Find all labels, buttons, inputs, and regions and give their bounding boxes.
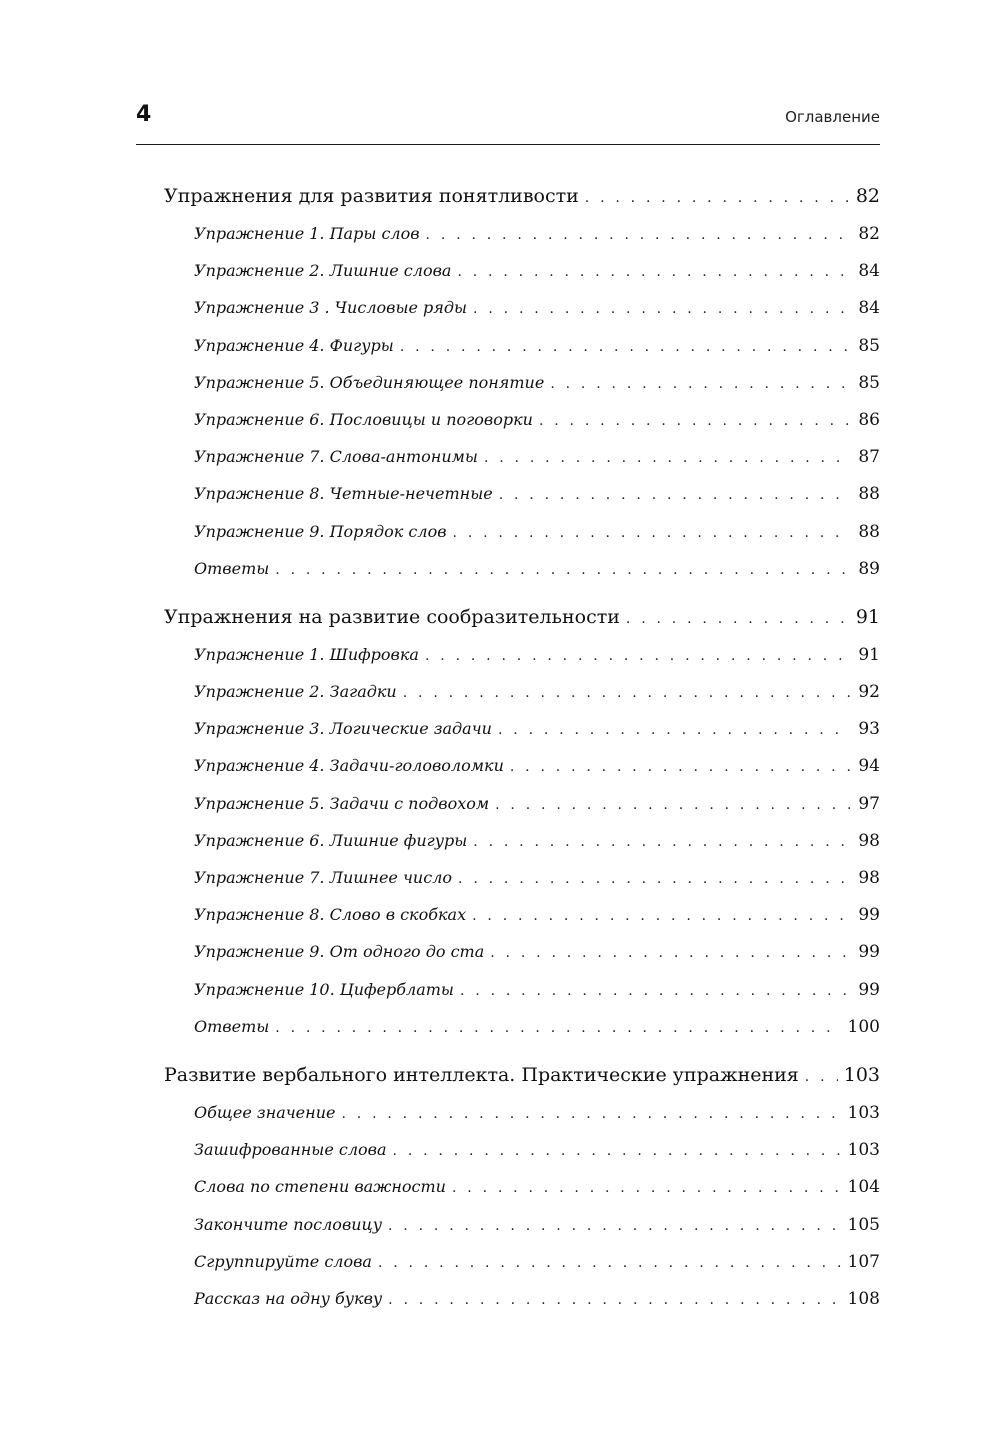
toc-entry-title: Рассказ на одну букву — [194, 1288, 383, 1308]
toc-entry — [164, 971, 880, 1008]
dot-leader — [472, 898, 850, 935]
toc-entry-title: Упражнение 4. Фигуры — [194, 335, 394, 355]
toc-entry-title: Сгруппируйте слова — [194, 1251, 372, 1271]
dot-leader — [495, 787, 850, 824]
toc-entry — [164, 1206, 880, 1243]
toc-entry — [164, 401, 880, 438]
toc-entry-title: Упражнение 9. Порядок слов — [194, 521, 447, 541]
dot-leader — [473, 824, 850, 861]
toc-entry — [164, 636, 880, 673]
toc-entry — [164, 1094, 880, 1131]
toc-page-number: 107 — [847, 1251, 880, 1272]
toc-entry-title: Упражнение 9. От одного до ста — [194, 942, 485, 962]
toc-entry-title: Общее значение — [194, 1102, 336, 1122]
dot-leader — [426, 217, 850, 254]
dot-leader — [378, 1245, 842, 1282]
toc-entry — [164, 747, 880, 784]
table-of-contents — [164, 177, 880, 1328]
toc-entry-title: Упражнения для развития понятливости — [164, 185, 579, 207]
toc-page-number: 88 — [858, 484, 880, 505]
dot-leader — [484, 440, 850, 477]
toc-page-number: 93 — [858, 719, 880, 740]
dot-leader — [626, 600, 850, 638]
toc-page-number: 88 — [858, 521, 880, 542]
dot-leader — [403, 675, 850, 712]
dot-leader — [585, 179, 850, 217]
toc-page-number: 91 — [858, 644, 880, 665]
dot-leader — [425, 638, 850, 675]
toc-page-number: 87 — [858, 447, 880, 468]
toc-entry — [164, 475, 880, 512]
dot-leader — [457, 254, 850, 291]
dot-leader — [453, 515, 850, 552]
toc-page-number: 86 — [858, 409, 880, 430]
toc-entry — [164, 289, 880, 326]
toc-page-number: 103 — [847, 1140, 880, 1161]
toc-entry-title: Упражнение 3 . Числовые ряды — [194, 298, 468, 318]
dot-leader — [490, 935, 850, 972]
toc-section — [164, 177, 880, 587]
toc-entry — [164, 933, 880, 970]
toc-entry — [164, 785, 880, 822]
toc-entry-title: Слова по степени важности — [194, 1177, 446, 1197]
toc-entry-title: Упражнение 7. Слова-антонимы — [194, 447, 478, 467]
toc-page-number: 105 — [847, 1214, 880, 1235]
toc-entry-title: Упражнение 1. Пары слов — [194, 224, 420, 243]
toc-page-number: 99 — [858, 942, 880, 963]
toc-page-number: 99 — [858, 979, 880, 1000]
toc-entry-title: Развитие вербального интеллекта. Практические упражнения — [164, 1063, 799, 1086]
toc-entry — [164, 550, 880, 587]
toc-section — [164, 1056, 880, 1317]
toc-entry — [164, 1168, 880, 1205]
dot-leader — [473, 291, 850, 328]
toc-entry — [164, 215, 880, 252]
toc-entry-title: Упражнение 8. Четные-нечетные — [194, 484, 493, 504]
toc-entry — [164, 859, 880, 896]
toc-entry-title: Упражнение 5. Объединяющее понятие — [194, 372, 545, 392]
dot-leader — [341, 1096, 841, 1133]
toc-page-number: 82 — [858, 224, 880, 244]
toc-page-number: 82 — [855, 185, 880, 207]
toc-entry — [164, 1131, 880, 1168]
dot-leader — [400, 329, 850, 366]
toc-entry-title: Упражнение 1. Шифровка — [194, 644, 419, 664]
toc-entry — [164, 1008, 880, 1045]
dot-leader — [499, 477, 850, 514]
toc-entry-title: Ответы — [194, 1016, 270, 1036]
dot-leader — [460, 973, 850, 1010]
toc-entry-title: Упражнение 2. Загадки — [194, 682, 397, 702]
toc-page-number: 108 — [847, 1288, 880, 1309]
toc-entry — [164, 673, 880, 710]
toc-entry-title: Упражнение 3. Логические задачи — [194, 719, 492, 739]
toc-entry-title: Упражнение 2. Лишние слова — [194, 261, 452, 281]
toc-section-heading — [164, 598, 880, 636]
dot-leader — [498, 712, 850, 749]
toc-section — [164, 598, 880, 1045]
toc-entry-title: Упражнение 6. Пословицы и поговорки — [194, 409, 533, 429]
toc-page-number: 97 — [858, 793, 880, 814]
toc-section-heading — [164, 177, 880, 215]
toc-entry — [164, 327, 880, 364]
toc-entry-title: Упражнения на развитие сообразительности — [164, 605, 620, 628]
toc-entry — [164, 1243, 880, 1280]
toc-page-number: 85 — [858, 335, 880, 356]
toc-entry — [164, 513, 880, 550]
toc-page-number: 103 — [847, 1102, 880, 1123]
dot-leader — [393, 1133, 842, 1170]
dot-leader — [275, 1010, 841, 1047]
dot-leader — [805, 1058, 838, 1096]
toc-page-number: 103 — [843, 1063, 880, 1086]
toc-page-number: 84 — [858, 298, 880, 319]
dot-leader — [275, 552, 850, 589]
toc-entry — [164, 364, 880, 401]
toc-page-number: 92 — [858, 682, 880, 703]
toc-page-number: 85 — [858, 372, 880, 393]
dot-leader — [452, 1170, 842, 1207]
toc-page-number: 104 — [847, 1177, 880, 1198]
toc-entry-title: Упражнение 4. Задачи-головоломки — [194, 756, 504, 776]
dot-leader — [458, 861, 850, 898]
toc-entry-title: Упражнение 6. Лишние фигуры — [194, 830, 468, 850]
toc-entry — [164, 1280, 880, 1317]
page-header — [136, 100, 880, 145]
toc-page-number: 94 — [858, 756, 880, 777]
toc-entry — [164, 710, 880, 747]
toc-entry-title: Упражнение 10. Циферблаты — [194, 979, 454, 999]
toc-entry-title: Зашифрованные слова — [194, 1140, 387, 1160]
toc-section-heading — [164, 1056, 880, 1094]
dot-leader — [388, 1208, 842, 1245]
toc-entry — [164, 252, 880, 289]
dot-leader — [539, 403, 850, 440]
toc-entry — [164, 896, 880, 933]
toc-entry-title: Упражнение 5. Задачи с подвохом — [194, 793, 490, 813]
toc-entry — [164, 438, 880, 475]
toc-page-number: 100 — [847, 1016, 880, 1037]
toc-entry-title: Упражнение 7. Лишнее число — [194, 868, 453, 887]
toc-entry-title: Упражнение 8. Слово в скобках — [194, 905, 467, 925]
toc-entry-title: Закончите пословицу — [194, 1214, 382, 1234]
toc-page-number: 84 — [858, 261, 880, 282]
toc-page-number: 98 — [858, 868, 880, 888]
toc-page-number: 89 — [858, 558, 880, 579]
page-number: 4 — [136, 102, 152, 127]
toc-entry-title: Ответы — [194, 558, 270, 578]
running-title: Оглавление — [785, 108, 880, 126]
dot-leader — [550, 366, 850, 403]
dot-leader — [388, 1282, 841, 1319]
toc-entry — [164, 822, 880, 859]
toc-page-number: 99 — [858, 905, 880, 926]
toc-page-number: 98 — [858, 830, 880, 851]
dot-leader — [510, 749, 850, 786]
toc-page-number: 91 — [855, 605, 880, 628]
